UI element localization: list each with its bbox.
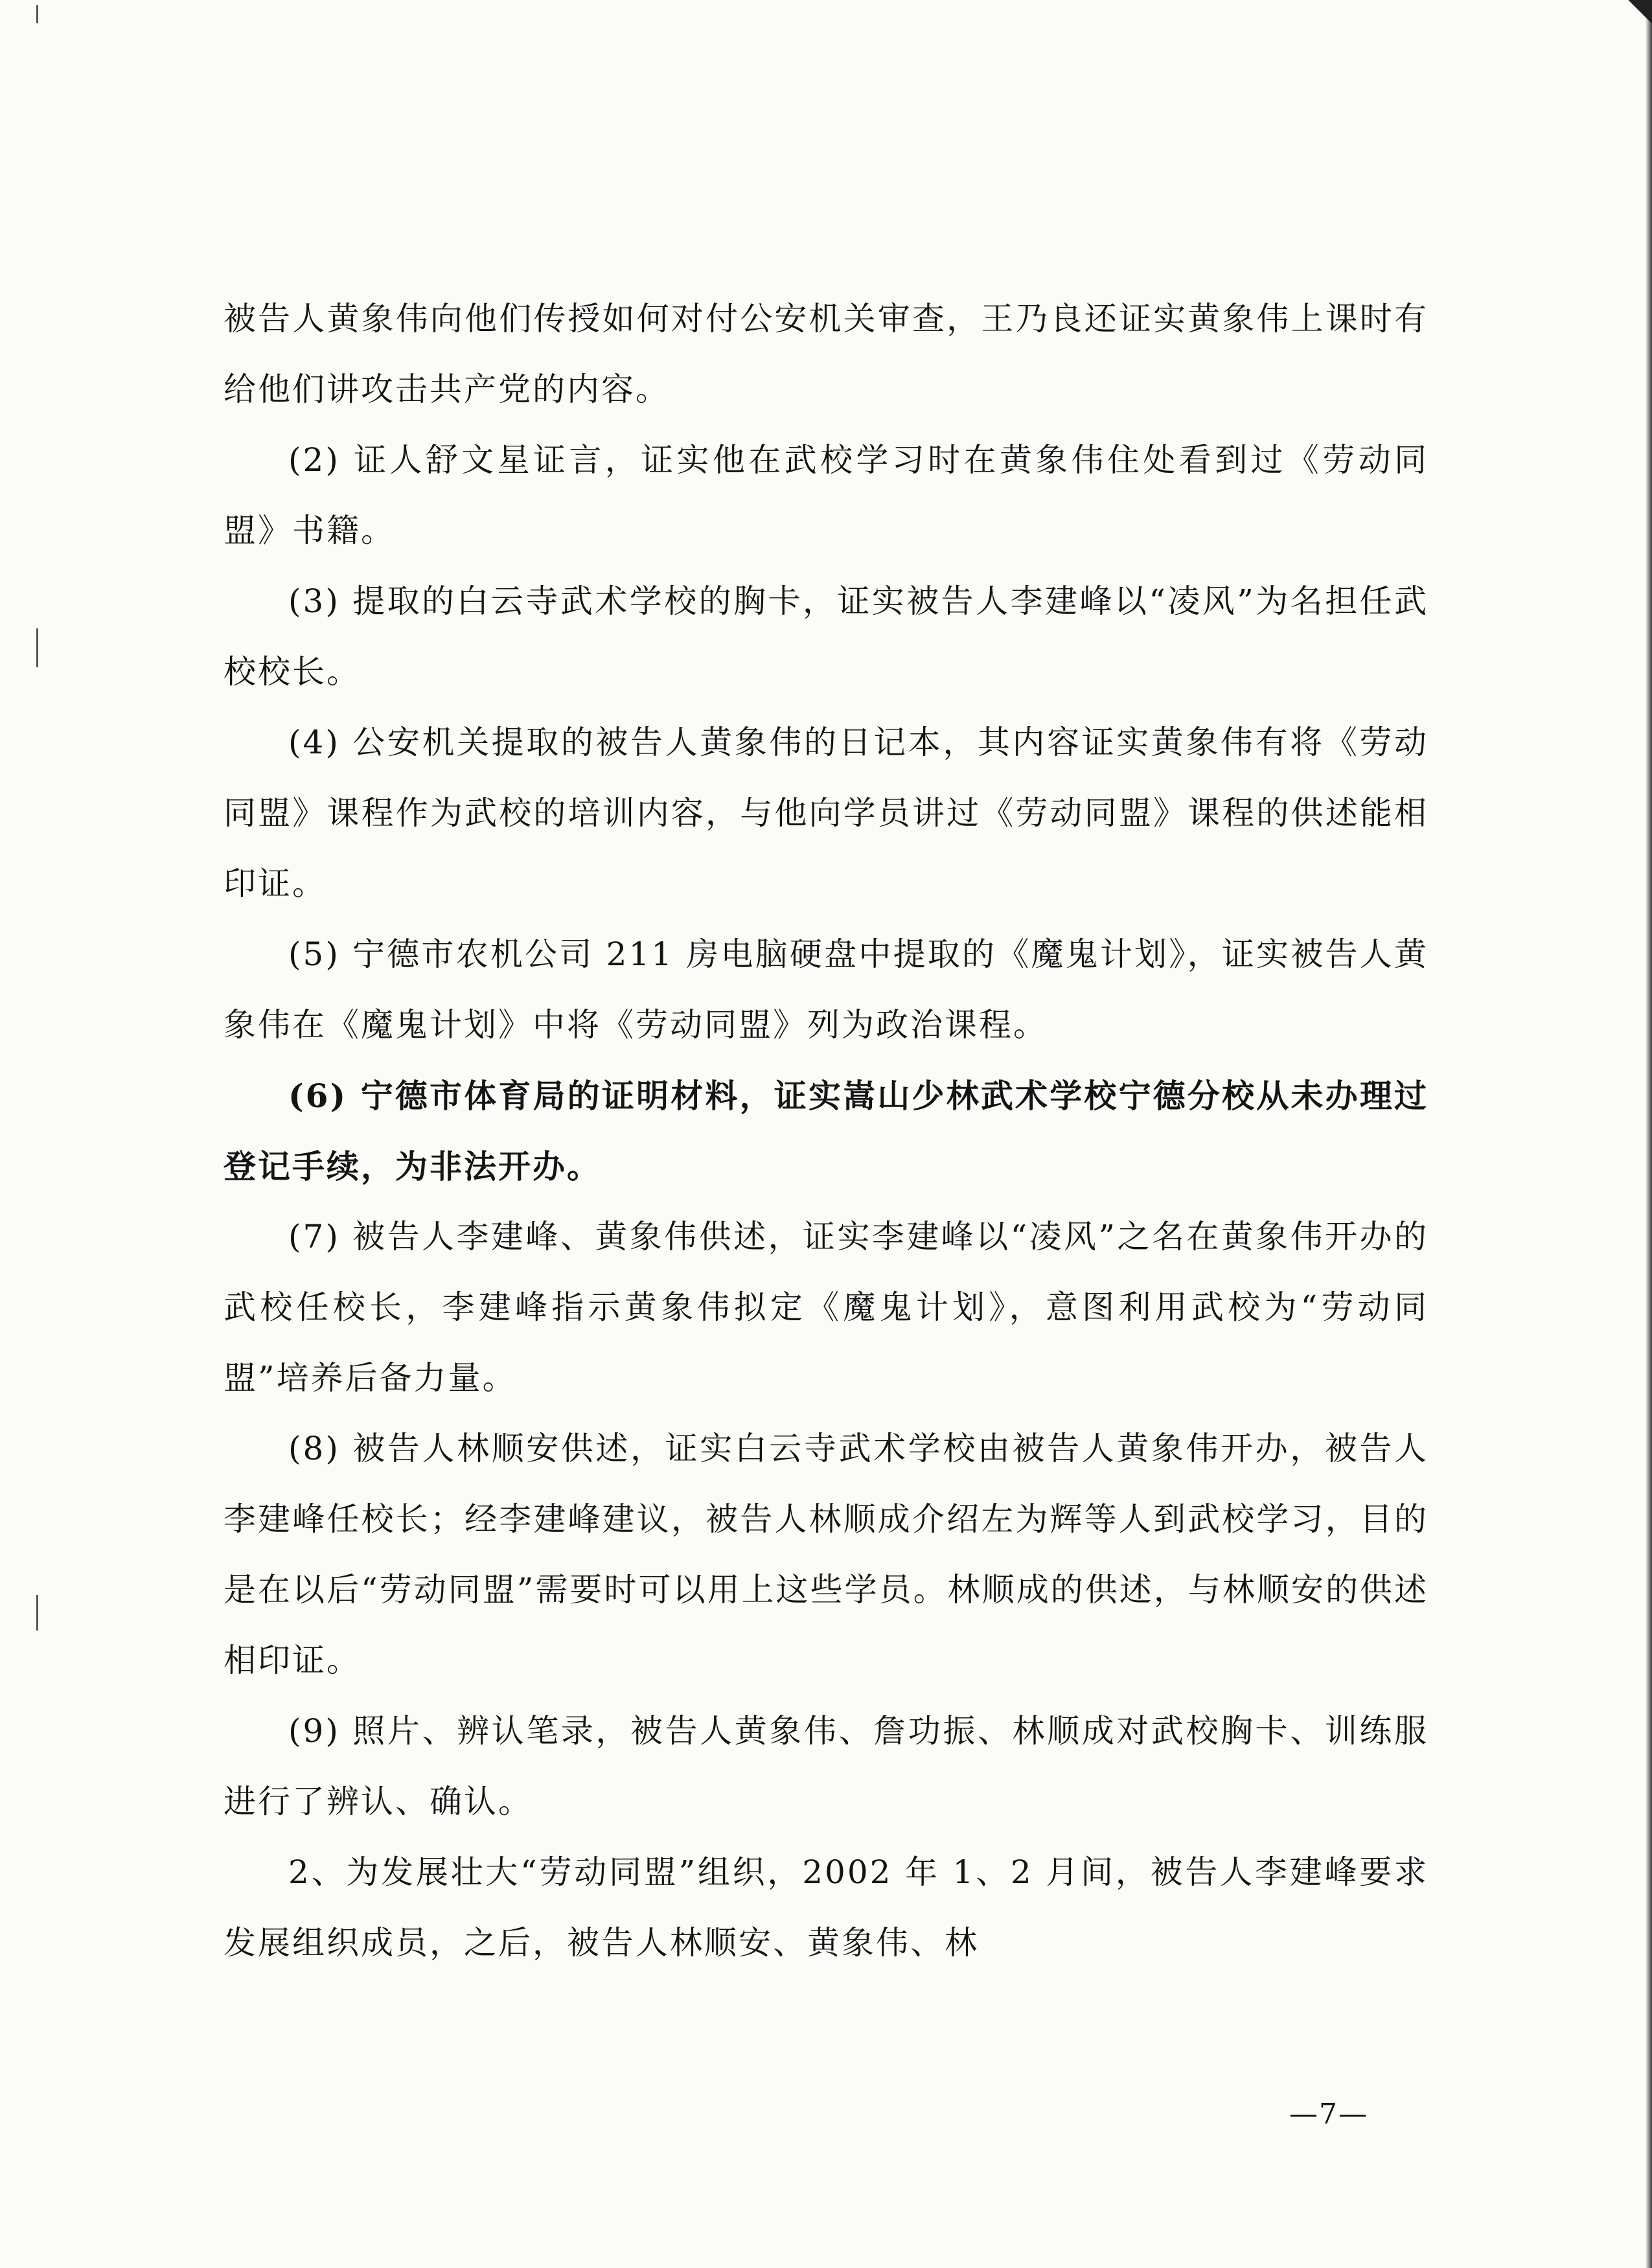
margin-mark — [36, 628, 38, 667]
paragraph: (7) 被告人李建峰、黄象伟供述，证实李建峰以“凌风”之名在黄象伟开办的武校任校长，李建峰指示黄象伟拟定《魔鬼计划》，意图利用武校为“劳动同盟”培养后备力量。 — [224, 1218, 1428, 1397]
margin-mark — [36, 5, 38, 23]
paragraph: (5) 宁德市农机公司 211 房电脑硬盘中提取的《魔鬼计划》，证实被告人黄象伟在《魔鬼计划》中将《劳动同盟》列为政治课程。 — [224, 935, 1428, 1044]
paragraph: 2、为发展壮大“劳动同盟”组织，2002 年 1、2 月间，被告人李建峰要求发展组织成员，之后，被告人林顺安、黄象伟、林 — [224, 1853, 1428, 1962]
scan-corner-shadow — [1613, 0, 1652, 39]
paragraph: (8) 被告人林顺安供述，证实白云寺武术学校由被告人黄象伟开办，被告人李建峰任校长；经李建峰建议，被告人林顺成介绍左为辉等人到武校学习，目的是在以后“劳动同盟”需要时可以用上这些学员。林顺成的供述，与林顺安的供述相印证。 — [224, 1430, 1428, 1679]
paragraph: (9) 照片、辨认笔录，被告人黄象伟、詹功振、林顺成对武校胸卡、训练服进行了辨认、确认。 — [224, 1712, 1428, 1820]
page-number: —7— — [1289, 2098, 1368, 2131]
body-text — [224, 284, 1428, 1978]
margin-mark — [36, 1595, 38, 1631]
paragraph: (4) 公安机关提取的被告人黄象伟的日记本，其内容证实黄象伟有将《劳动同盟》课程作为武校的培训内容，与他向学员讲过《劳动同盟》课程的供述能相印证。 — [224, 724, 1428, 902]
paragraph-bold: (6) 宁德市体育局的证明材料，证实嵩山少林武术学校宁德分校从未办理过登记手续，为非法开办。 — [224, 1077, 1428, 1186]
scan-edge-shadow — [1646, 0, 1652, 2268]
paragraph: (2) 证人舒文星证言，证实他在武校学习时在黄象伟住处看到过《劳动同盟》书籍。 — [224, 441, 1428, 549]
paragraph: (3) 提取的白云寺武术学校的胸卡，证实被告人李建峰以“凌风”为名担任武校校长。 — [224, 582, 1428, 691]
paragraph: 被告人黄象伟向他们传授如何对付公安机关审查，王乃良还证实黄象伟上课时有给他们讲攻击共产党的内容。 — [224, 300, 1428, 408]
